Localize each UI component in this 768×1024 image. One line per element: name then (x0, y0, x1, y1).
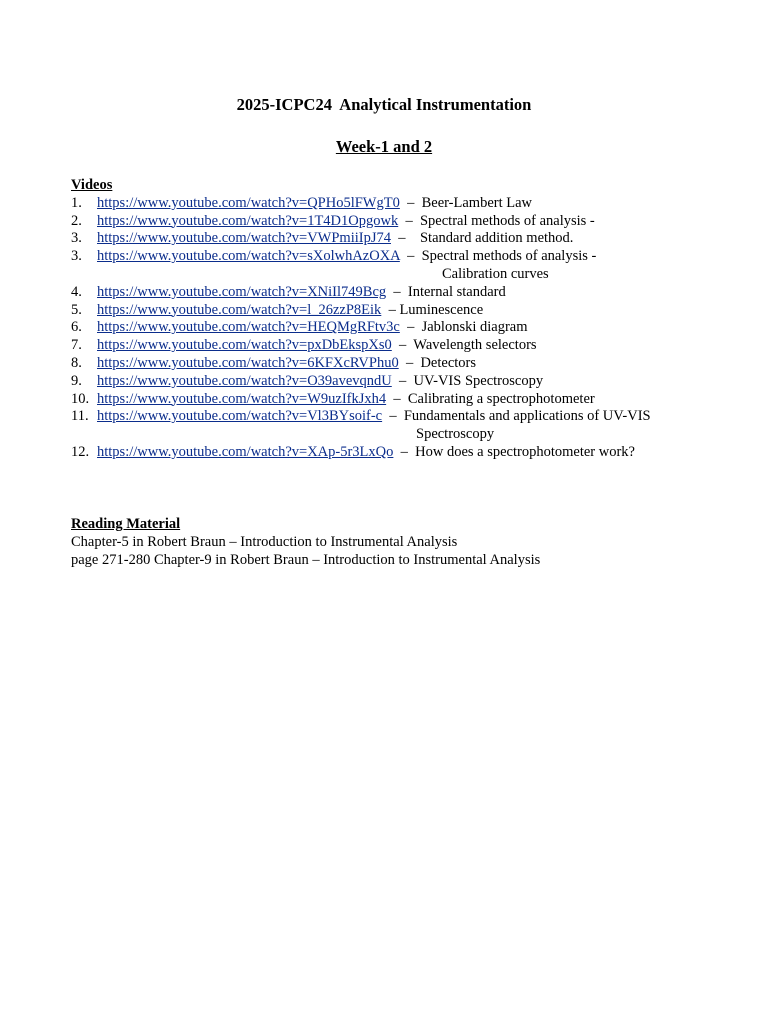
video-link[interactable]: https://www.youtube.com/watch?v=Vl3BYsoif-c (97, 408, 383, 425)
video-list-item (71, 391, 711, 409)
separator: – (386, 283, 408, 300)
video-list-item (71, 319, 711, 337)
video-description-continued: Spectroscopy (416, 426, 495, 443)
item-number: 11. (71, 408, 89, 425)
video-description: Luminescence (399, 301, 484, 318)
separator: – (398, 354, 421, 371)
item-number: 12. (71, 443, 90, 460)
separator: – (399, 319, 422, 336)
video-description-continued: Calibration curves (442, 265, 549, 282)
video-link[interactable]: https://www.youtube.com/watch?v=pxDbEkspXs0 (97, 337, 392, 354)
separator: – (382, 408, 404, 425)
video-link[interactable]: https://www.youtube.com/watch?v=QPHo5lFWgT0 (97, 194, 400, 211)
video-link[interactable]: https://www.youtube.com/watch?v=O39avevqndU (97, 372, 392, 389)
item-number: 10. (71, 390, 90, 407)
separator: – (393, 443, 416, 460)
video-link[interactable]: https://www.youtube.com/watch?v=XNiIl749Bcg (97, 283, 387, 300)
video-link[interactable]: https://www.youtube.com/watch?v=l_26zzP8Eik (97, 301, 382, 318)
item-number: 8. (71, 354, 82, 371)
video-list-item (71, 248, 711, 284)
video-list-item (71, 213, 711, 231)
separator: – (390, 230, 420, 247)
video-description: Spectral methods of analysis - (421, 248, 597, 265)
reading-line: page 271-280 Chapter-9 in Robert Braun – Introduction to Instrumental Analysis (71, 551, 541, 568)
video-link[interactable]: https://www.youtube.com/watch?v=VWPmiiIpJ74 (97, 230, 391, 247)
reading-material-heading: Reading Material (71, 516, 181, 532)
separator: – (398, 212, 420, 229)
video-list-item (71, 195, 711, 213)
video-list-item (71, 337, 711, 355)
video-description: Fundamentals and applications of UV-VIS (403, 408, 651, 425)
item-number: 3. (71, 230, 82, 247)
video-list-item (71, 408, 711, 444)
separator: – (391, 337, 414, 354)
video-description: Standard addition method. (419, 230, 574, 247)
video-list-item (71, 373, 711, 391)
item-number: 6. (71, 319, 82, 336)
item-number: 2. (71, 212, 82, 229)
videos-heading: Videos (71, 177, 113, 193)
item-number: 1. (71, 194, 82, 211)
item-number: 4. (71, 283, 82, 300)
item-number: 7. (71, 337, 82, 354)
video-link[interactable]: https://www.youtube.com/watch?v=1T4D1Opgowk (97, 212, 399, 229)
video-link[interactable]: https://www.youtube.com/watch?v=W9uzIfkJxh4 (97, 390, 387, 407)
videos-section (71, 177, 711, 462)
video-description: Wavelength selectors (413, 337, 537, 354)
video-description: UV-VIS Spectroscopy (413, 372, 544, 389)
reading-line: Chapter-5 in Robert Braun – Introduction to Instrumental Analysis (71, 533, 458, 550)
item-number: 9. (71, 372, 82, 389)
video-list-item (71, 302, 711, 320)
video-link[interactable]: https://www.youtube.com/watch?v=XAp-5r3LxQo (97, 443, 394, 460)
video-list-item (71, 444, 711, 462)
video-description: Beer-Lambert Law (421, 194, 533, 211)
video-description: Jablonski diagram (421, 319, 528, 336)
video-link[interactable]: https://www.youtube.com/watch?v=6KFXcRVPhu0 (97, 354, 399, 371)
video-link[interactable]: https://www.youtube.com/watch?v=HEQMgRFtv3c (97, 319, 400, 336)
video-link[interactable]: https://www.youtube.com/watch?v=sXolwhAzOXA (97, 248, 400, 265)
video-description: How does a spectrophotometer work? (415, 443, 635, 460)
week-subtitle: Week-1 and 2 (335, 137, 433, 156)
separator: – (399, 194, 422, 211)
video-list-item (71, 230, 711, 248)
separator: – (399, 248, 422, 265)
video-list-item (71, 355, 711, 373)
video-description: Internal standard (407, 283, 506, 300)
document-title: 2025-ICPC24 Analytical Instrumentation (236, 95, 532, 114)
separator: – (381, 301, 400, 318)
item-number: 3. (71, 248, 82, 265)
video-list-item (71, 284, 711, 302)
video-description: Detectors (420, 354, 477, 371)
separator: – (391, 372, 414, 389)
video-description: Calibrating a spectrophotometer (407, 390, 595, 407)
video-description: Spectral methods of analysis - (419, 212, 595, 229)
reading-material-section (71, 516, 711, 569)
item-number: 5. (71, 301, 82, 318)
separator: – (386, 390, 408, 407)
